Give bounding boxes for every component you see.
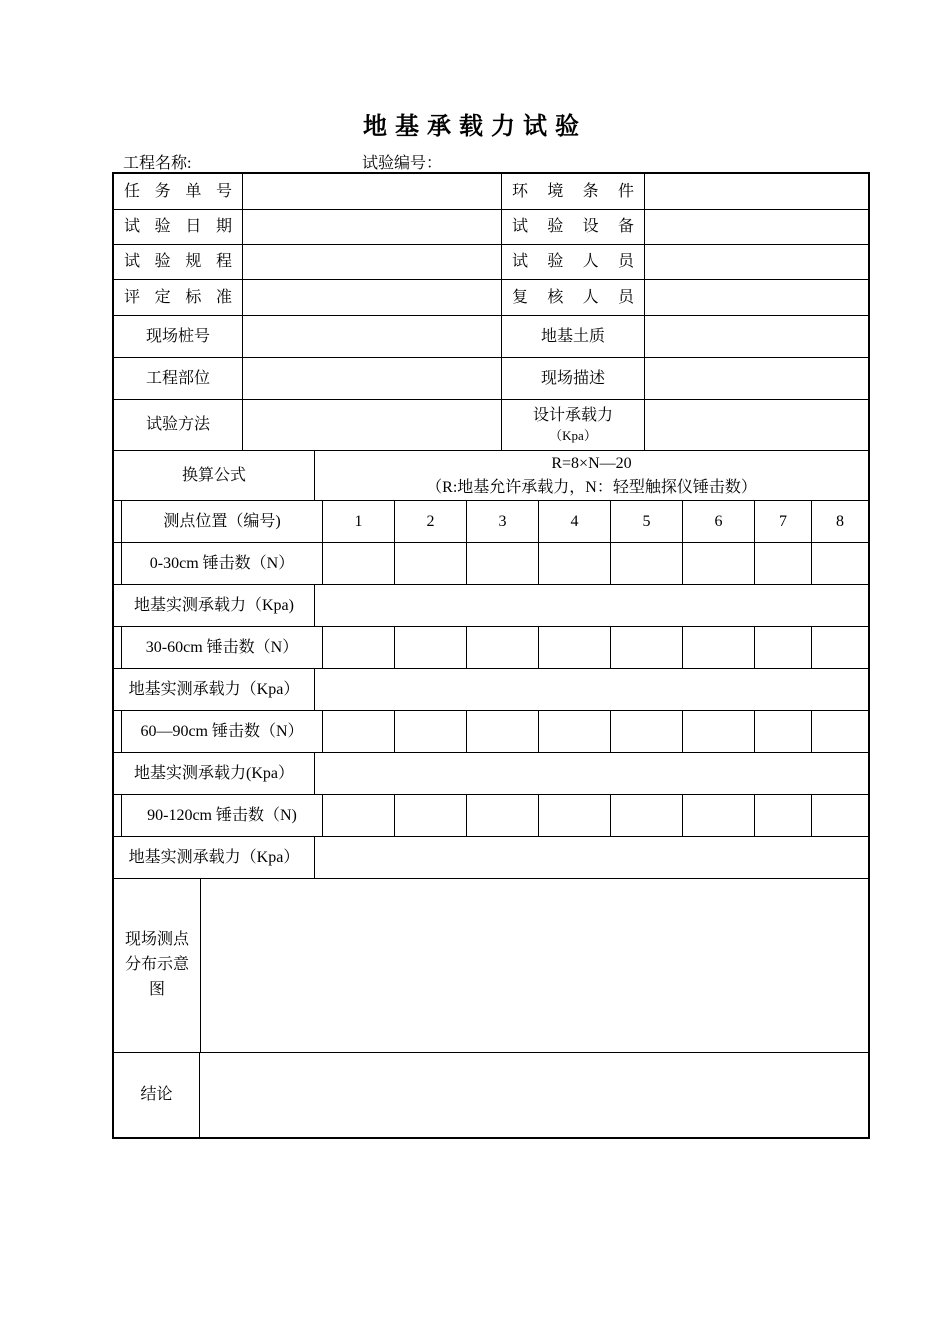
soil-label: 地基土质 [540, 327, 605, 345]
test-no-underline [442, 154, 558, 173]
formula-text [315, 451, 868, 500]
project-part-label: 工程部位 [145, 369, 210, 387]
pile-no-label: 现场桩号 [145, 327, 210, 345]
test-no-field[interactable] [362, 150, 558, 173]
formula-line-2: （R:地基允许承载力，N：轻型触探仪锤击数） [426, 478, 757, 496]
design-capacity-label [502, 400, 644, 450]
page-title: 地基承载力试验 [363, 112, 587, 140]
blows-60-90-label: 60—90cm 锤击数（N） [140, 722, 304, 740]
environment-label: 环 境 条 件 [512, 182, 634, 200]
capacity-60-90-label: 地基实测承载力(Kpa） [134, 764, 294, 782]
design-capacity-text: 设计承载力 [532, 407, 613, 425]
project-name-field[interactable] [123, 150, 305, 173]
reviewer-value[interactable] [645, 280, 868, 315]
project-name-label: 工程名称: [123, 155, 192, 172]
test-spec-label: 试 验 规 程 [124, 253, 232, 271]
formula-line-1: R=8×N—20 [551, 454, 632, 472]
test-spec-value[interactable] [243, 245, 501, 279]
diagram-label-line: 现场测点 [124, 931, 189, 949]
environment-value[interactable] [645, 174, 868, 209]
tester-value[interactable] [645, 245, 868, 279]
test-method-label: 试验方法 [145, 416, 210, 434]
point-number: 8 [836, 512, 844, 530]
point-number: 2 [426, 512, 435, 530]
point-number: 1 [354, 512, 363, 530]
test-no-label: 试验编号： [362, 155, 443, 172]
conclusion-label: 结论 [140, 1086, 173, 1104]
task-no-label: 任 务 单 号 [124, 182, 232, 200]
blows-90-120-label: 90-120cm 锤击数（N) [147, 806, 297, 824]
point-position-label: 测点位置（编号) [163, 512, 281, 530]
eval-standard-label: 评 定 标 准 [124, 288, 232, 306]
tester-label: 试 验 人 员 [512, 253, 634, 271]
test-date-value[interactable] [243, 210, 501, 244]
blows-30-60-label: 30-60cm 锤击数（N） [145, 638, 299, 656]
diagram-label-line: 分布示意 [124, 956, 189, 974]
diagram-label [114, 879, 200, 1052]
capacity-60-90-value[interactable] [315, 753, 868, 794]
reviewer-label: 复 核 人 员 [512, 288, 634, 306]
formula-label: 换算公式 [181, 466, 246, 484]
blows-0-30-label: 0-30cm 锤击数（N） [149, 554, 295, 572]
diagram-label-line: 图 [148, 980, 165, 998]
conclusion-area[interactable] [200, 1053, 868, 1137]
site-desc-label: 现场描述 [540, 369, 605, 387]
point-number: 7 [779, 512, 787, 530]
eval-standard-value[interactable] [243, 280, 501, 315]
equipment-label: 试 验 设 备 [512, 218, 634, 236]
point-number: 5 [642, 512, 651, 530]
point-number: 3 [498, 512, 507, 530]
capacity-0-30-label: 地基实测承载力（Kpa) [134, 596, 294, 614]
equipment-value[interactable] [645, 210, 868, 244]
project-name-underline [191, 154, 305, 173]
capacity-30-60-label: 地基实测承载力（Kpa） [128, 680, 300, 698]
capacity-90-120-label: 地基实测承载力（Kpa） [128, 848, 300, 866]
test-date-label: 试 验 日 期 [124, 218, 232, 236]
point-number: 6 [714, 512, 723, 530]
task-no-value[interactable] [243, 174, 501, 209]
diagram-area[interactable] [201, 879, 868, 1052]
capacity-30-60-value[interactable] [315, 669, 868, 710]
capacity-90-120-value[interactable] [315, 837, 868, 878]
design-capacity-unit: （Kpa） [549, 428, 597, 444]
point-number: 4 [570, 512, 579, 530]
capacity-0-30-value[interactable] [315, 585, 868, 626]
